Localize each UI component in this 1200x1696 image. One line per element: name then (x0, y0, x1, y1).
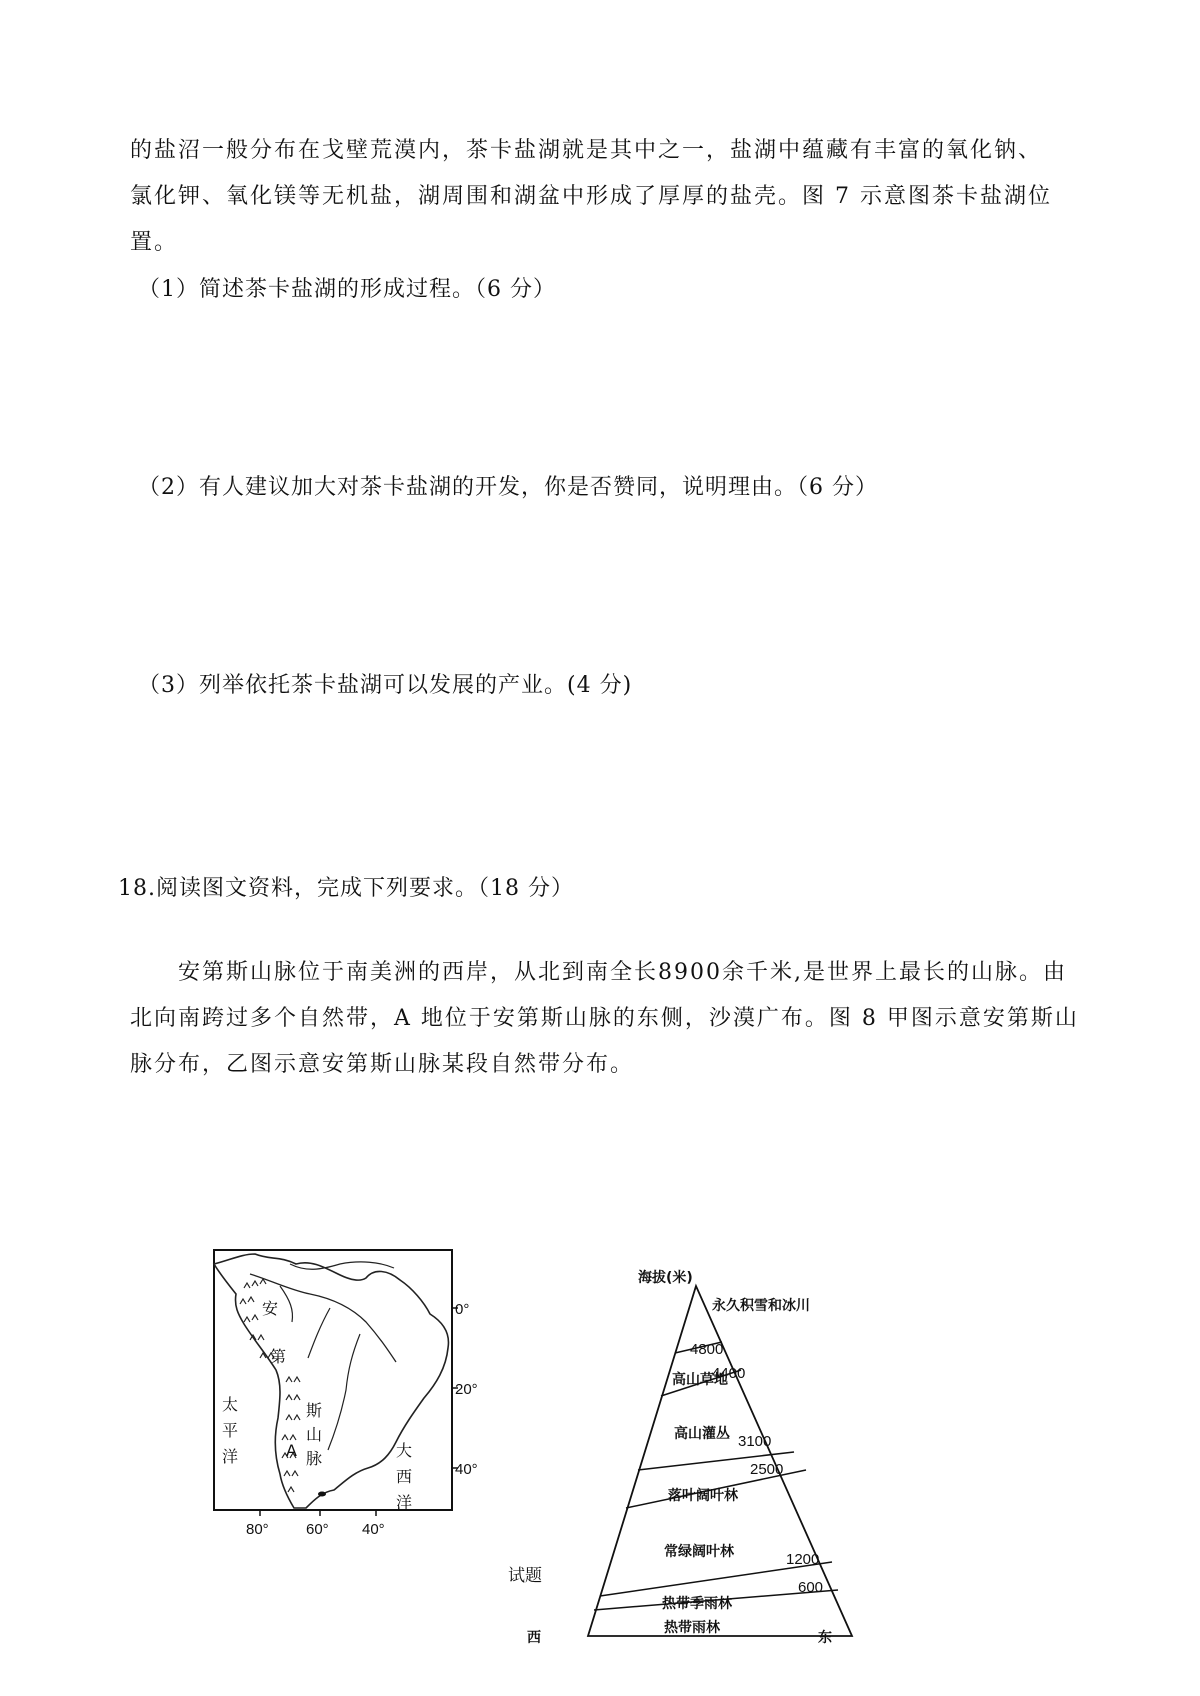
elev-3100: 3100 (738, 1433, 772, 1450)
question-18-title: 18.阅读图文资料，完成下列要求。（18 分） (118, 876, 574, 901)
question-3: （3）列举依托茶卡盐湖可以发展的产业。(4 分) (138, 673, 633, 698)
west-label: 西 (527, 1630, 541, 1646)
pacific-char-1: 太 (222, 1395, 239, 1414)
andes-char-4: 山 (306, 1425, 323, 1444)
pacific-char-3: 洋 (222, 1447, 239, 1466)
elev-4400: 4400 (712, 1365, 746, 1382)
q18-line-1: 安第斯山脉位于南美洲的西岸，从北到南全长8900余千米,是世界上最长的山脉。由 (178, 960, 1067, 985)
zone-deciduous-broadleaf: 落叶阔叶林 (668, 1488, 738, 1504)
intro-line-1: 的盐沼一般分布在戈壁荒漠内，茶卡盐湖就是其中之一，盐湖中蕴藏有丰富的氧化钠、 (130, 138, 1043, 163)
zone-alpine-shrub: 高山灌丛 (674, 1426, 730, 1442)
y-axis-label: 海拔(米) (638, 1270, 693, 1286)
question-2: （2）有人建议加大对茶卡盐湖的开发，你是否赞同，说明理由。（6 分） (138, 475, 878, 500)
falkland-islands (318, 1492, 326, 1497)
atlantic-char-1: 大 (396, 1441, 413, 1460)
lat-tick-40: 40° (455, 1461, 478, 1478)
east-label: 东 (818, 1630, 832, 1646)
lon-tick-60: 60° (306, 1521, 329, 1538)
intro-line-2: 氯化钾、氧化镁等无机盐，湖周围和湖盆中形成了厚厚的盐壳。图 7 示意图茶卡盐湖位 (130, 184, 1052, 209)
andes-char-2: 第 (270, 1347, 287, 1366)
zone-tropical-rainforest: 热带雨林 (664, 1620, 720, 1636)
zone-permanent-snow: 永久积雪和冰川 (712, 1298, 810, 1314)
lon-tick-40: 40° (362, 1521, 385, 1538)
atlantic-char-2: 西 (396, 1467, 413, 1486)
elev-600: 600 (798, 1579, 824, 1596)
q18-line-2: 北向南跨过多个自然带，A 地位于安第斯山脉的东侧，沙漠广布。图 8 甲图示意安第斯山 (130, 1006, 1079, 1031)
zone-tropical-monsoon: 热带季雨林 (662, 1596, 732, 1612)
continent-outline (214, 1254, 448, 1508)
andes-char-3: 斯 (306, 1401, 323, 1420)
atlantic-char-3: 洋 (396, 1493, 413, 1512)
lon-tick-80: 80° (246, 1521, 269, 1538)
point-a-label: A (286, 1441, 297, 1460)
zone-evergreen-broadleaf: 常绿阔叶林 (664, 1544, 734, 1560)
lat-tick-0: 0° (455, 1301, 470, 1318)
south-america-map (210, 1250, 480, 1550)
zone-alpine-meadow: 高山草地 (672, 1372, 728, 1388)
q18-line-3: 脉分布，乙图示意安第斯山脉某段自然带分布。 (130, 1052, 635, 1077)
lat-tick-20: 20° (455, 1381, 478, 1398)
question-1: （1）简述茶卡盐湖的形成过程。（6 分） (138, 277, 556, 302)
elev-1200: 1200 (786, 1551, 820, 1568)
pacific-char-2: 平 (222, 1421, 239, 1440)
altitudinal-zonation-diagram (527, 1250, 910, 1646)
intro-line-3: 置。 (130, 230, 179, 255)
stray-text: 试题 (508, 1566, 542, 1586)
elev-2500: 2500 (750, 1461, 784, 1478)
elev-4800: 4800 (690, 1341, 724, 1358)
andes-char-5: 脉 (306, 1449, 323, 1468)
andes-char-1: 安 (262, 1299, 279, 1318)
